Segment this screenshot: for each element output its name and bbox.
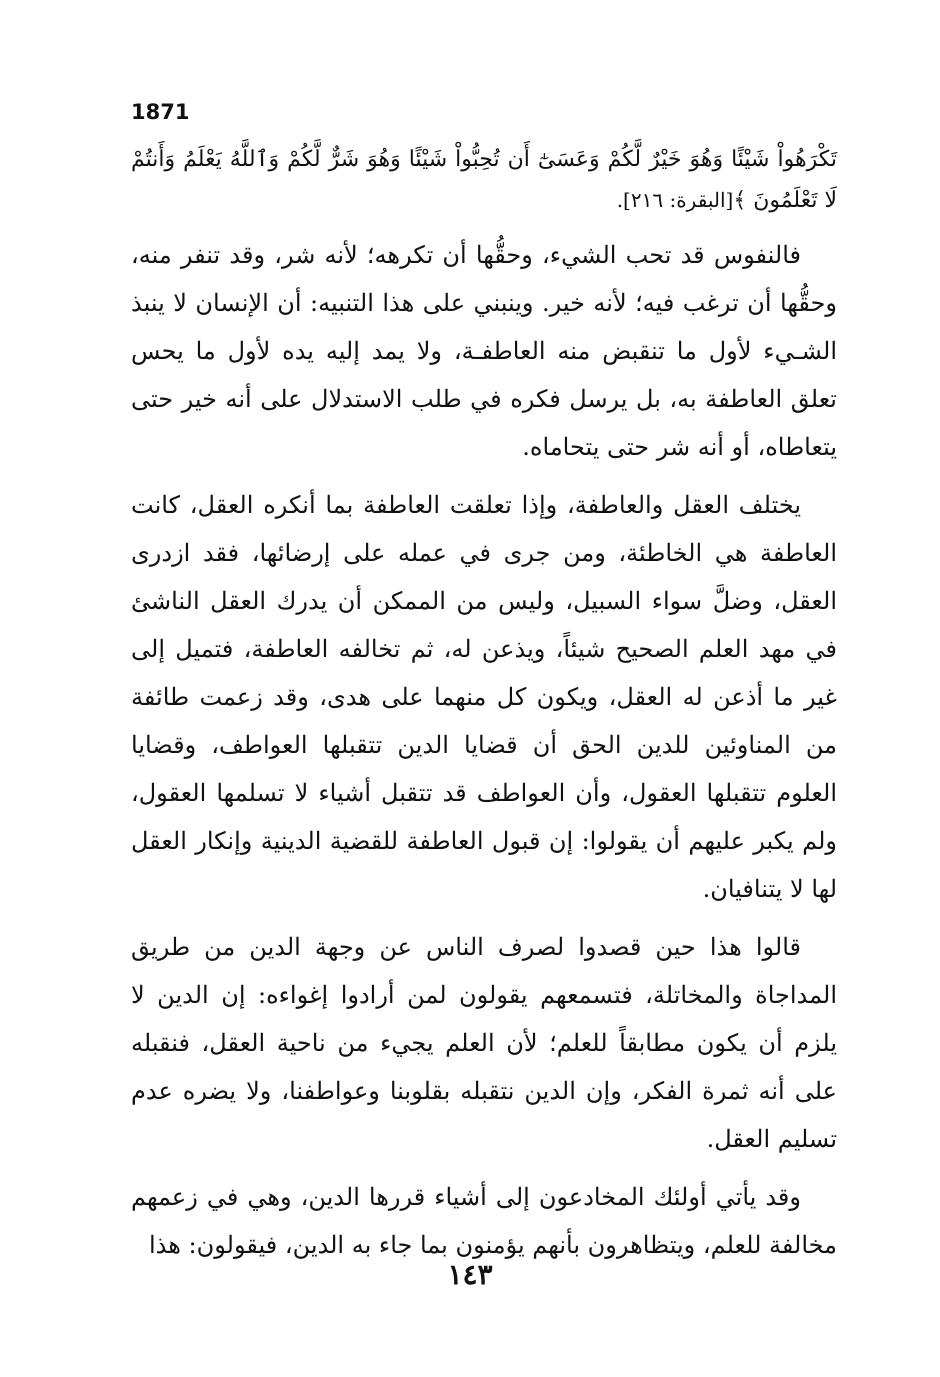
quran-verse [131,140,837,221]
main-text [131,140,837,1279]
paragraph-1: فالنفوس قد تحب الشيء، وحقُّها أن تكرهه؛ لأنه شر، وقد تنفر منه، وحقُّها أن ترغب فيه؛ لأنه خير. وينبني على هذا التنبيه: أن الإنسان لا ينبذ الشـيء لأول ما تنقبض منه العاطفـة، ولا يمد إليه يده لأول ما يحس تعلق العاطفة به، بل يرسل فكره في طلب الاستدلال على أنه خير حتى يتعاطاه، أو أنه شر حتى يتحاماه. [131,241,837,461]
paragraph-3: قالوا هذا حين قصدوا لصرف الناس عن وجهة الدين من طريق المداجاة والمخاتلة، فتسمعهم يقولون لمن أرادوا إغواءه: إن الدين لا يلزم أن يكون مطابقاً للعلم؛ لأن العلم يجيء من ناحية العقل، فنقبله على أنه ثمرة الفكر، وإن الدين نتقبله بقلوبنا وعواطفنا، ولا يضره عدم تسليم العقل. [131,933,837,1153]
paragraph-4: وقد يأتي أولئك المخادعون إلى أشياء قررها الدين، وهي في زعمهم مخالفة للعلم، ويتظاهرون بأنهم يؤمنون بما جاء به الدين، فيقولون: هذا [131,1183,837,1259]
header-page-number: 1871 [131,100,190,124]
quran-verse-text: تَكْرَهُواْ شَيْئًا وَهُوَ خَيْرٌ لَّكُمْ وَعَسَىٰٓ أَن تُحِبُّواْ شَيْئًا وَهُوَ شَرٌّ لَّكُمْ وَٱللَّهُ يَعْلَمُ وَأَنتُمْ لَا تَعْلَمُونَ ﴾ [131,147,837,213]
paragraph-2: يختلف العقل والعاطفة، وإذا تعلقت العاطفة بما أنكره العقل، كانت العاطفة هي الخاطئة، ومن جرى في عمله على إرضائها، فقد ازدرى العقل، وضلَّ سواء السبيل، وليس من الممكن أن يدرك العقل الناشئ في مهد العلم الصحيح شيئاً، ويذعن له، ثم تخالفه العاطفة، فتميل إلى غير ما أذعن له العقل، ويكون كل منهما على هدى، وقد زعمت طائفة من المناوئين للدين الحق أن قضايا الدين تتقبلها العواطف، وقضايا العلوم تتقبلها العقول، وأن العواطف قد تتقبل أشياء لا تسلمها العقول، ولم يكبر عليهم أن يقولوا: إن قبول العاطفة للقضية الدينية وإنكار العقل لها لا يتنافيان. [131,491,837,903]
quran-reference: [البقرة: ٢١٦]. [616,188,734,212]
footer-page-number: ١٤٣ [447,1258,493,1291]
